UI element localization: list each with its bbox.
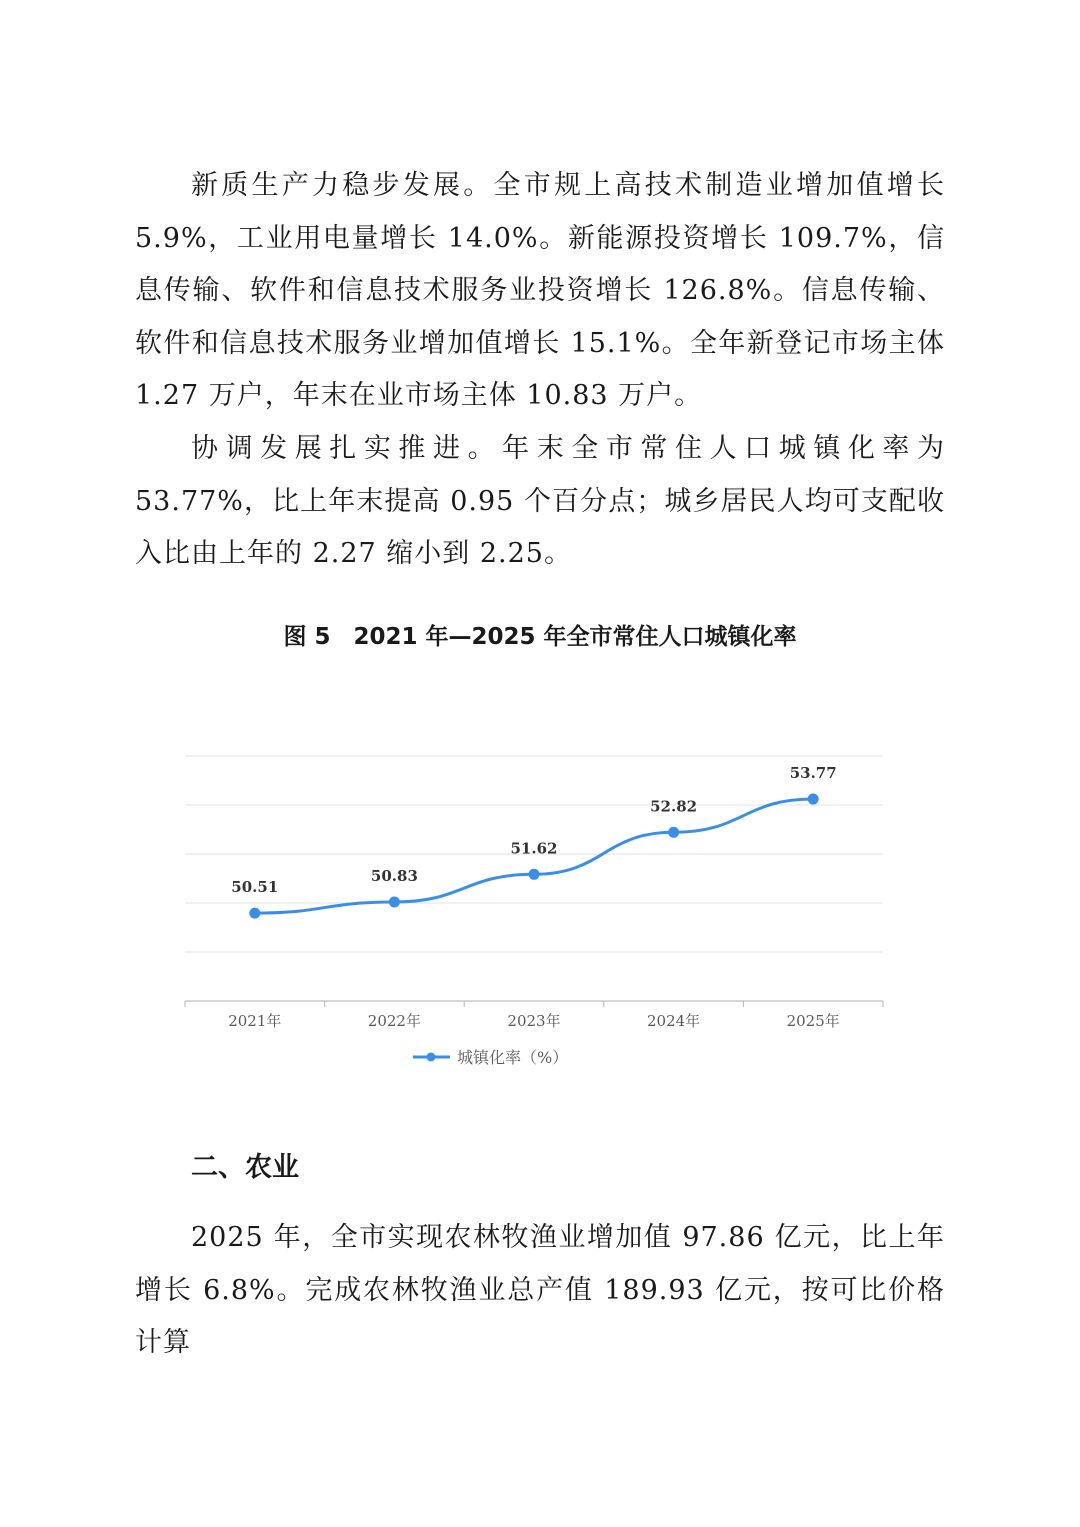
data-label: 53.77	[789, 764, 837, 783]
chart-x-axis	[185, 1001, 883, 1030]
x-tick-label: 2021年	[228, 1012, 282, 1030]
data-label: 52.82	[650, 797, 698, 816]
section-heading-agriculture: 二、农业	[191, 1152, 299, 1183]
data-label: 50.83	[370, 866, 418, 885]
legend-point-marker	[427, 1053, 436, 1062]
chart-legend	[413, 1048, 568, 1067]
x-tick-label: 2023年	[507, 1012, 561, 1030]
data-point	[668, 827, 679, 838]
data-point	[808, 794, 819, 805]
data-point	[529, 869, 540, 880]
x-tick-label: 2025年	[786, 1012, 840, 1030]
data-label: 50.51	[231, 878, 279, 897]
paragraph-agriculture: 2025 年，全市实现农林牧渔业增加值 97.86 亿元，比上年增长 6.8%。完成农林牧渔业总产值 189.93 亿元，按可比价格计算	[135, 1222, 945, 1358]
paragraph-coordinated-development: 协调发展扎实推进。年末全市常住人口城镇化率为 53.77%，比上年末提高 0.95 个百分点；城乡居民人均可支配收入比由上年的 2.27 缩小到 2.25。	[135, 433, 945, 569]
legend-series-label: 城镇化率（%）	[457, 1048, 569, 1067]
x-tick-label: 2024年	[647, 1012, 701, 1030]
paragraph-new-productivity: 新质生产力稳步发展。全市规上高技术制造业增加值增长5.9%，工业用电量增长 14.0%。新能源投资增长 109.7%，信息传输、软件和信息技术服务业投资增长 126.8%。信息传输、软件和信息技术服务业增加值增长 15.1%。全年新登记市场主体 1.27 万户，年末在业市场主体 10.83 万户。	[135, 170, 945, 411]
data-point	[389, 896, 400, 907]
data-point	[249, 908, 260, 919]
x-tick-label: 2022年	[367, 1012, 421, 1030]
figure-caption: 图 5 2021 年—2025 年全市常住人口城镇化率	[283, 624, 797, 650]
data-label: 51.62	[510, 839, 558, 858]
